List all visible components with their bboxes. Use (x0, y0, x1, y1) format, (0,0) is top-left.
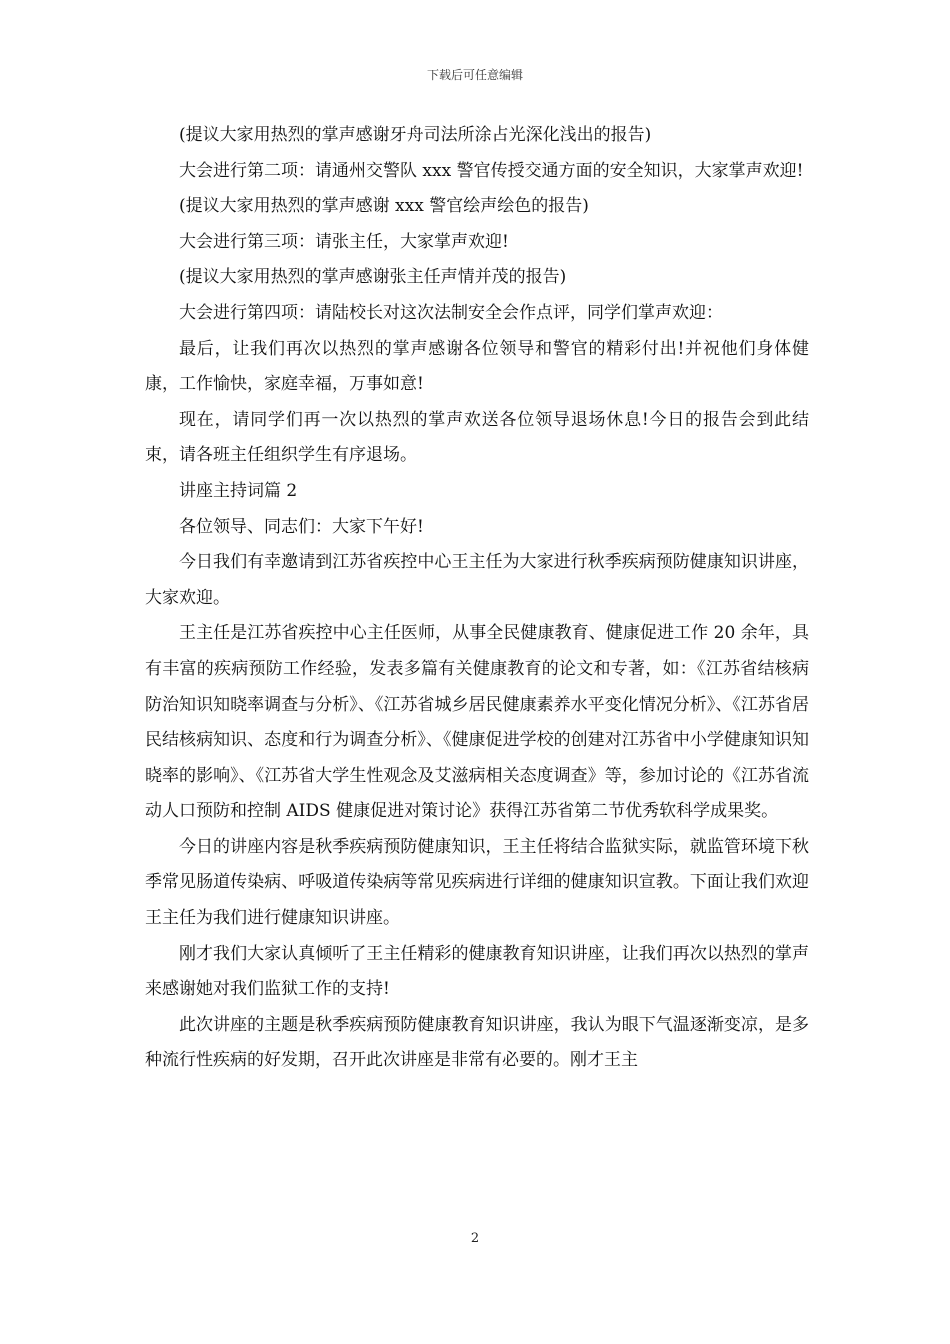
paragraph-8: 现在，请同学们再一次以热烈的掌声欢送各位领导退场休息!今日的报告会到此结束，请各班主任组织学生有序退场。 (145, 409, 809, 466)
section-heading: 讲座主持词篇 2 (179, 480, 298, 501)
page-header-note: 下载后可任意编辑 (426, 68, 523, 82)
paragraph-greeting: 各位领导、同志们：大家下午好! (179, 516, 424, 537)
paragraph-3: (提议大家用热烈的掌声感谢 xxx 警官绘声绘色的报告) (179, 196, 589, 217)
paragraph-7: 最后，让我们再次以热烈的掌声感谢各位领导和警官的精彩付出!并祝他们身体健康，工作愉快，家庭幸福，万事如意! (145, 338, 809, 395)
paragraph-6: 大会进行第四项：请陆校长对这次法制安全会作点评，同学们掌声欢迎： (179, 302, 723, 323)
page-number: 2 (470, 1231, 480, 1246)
paragraph-4: 大会进行第三项：请张主任，大家掌声欢迎! (179, 231, 509, 252)
document-body (145, 118, 809, 1079)
paragraph-1: (提议大家用热烈的掌声感谢牙舟司法所涂占光深化浅出的报告) (179, 125, 652, 145)
paragraph-5: (提议大家用热烈的掌声感谢张主任声情并茂的报告) (179, 267, 567, 288)
paragraph-14: 刚才我们大家认真倾听了王主任精彩的健康教育知识讲座，让我们再次以热烈的掌声来感谢她对我们监狱工作的支持! (145, 943, 809, 1000)
paragraph-12: 王主任是江苏省疾控中心主任医师，从事全民健康教育、健康促进工作 20 余年，具有丰富的疾病预防工作经验，发表多篇有关健康教育的论文和专著，如：《江苏省结核病防治知识知晓率调查与分析》、《江苏省城乡居民健康素养水平变化情况分析》、《江苏省居民结核病知识、态度和行为调查分析》、《健康促进学校的创建对江苏省中小学健康知识知晓率的影响》、《江苏省大学生性观念及艾滋病相关态度调查》等，参加讨论的《江苏省流动人口预防和控制 AIDS 健康促进对策讨论》获得江苏省第二节优秀软科学成果奖。 (145, 623, 809, 822)
paragraph-15: 此次讲座的主题是秋季疾病预防健康教育知识讲座，我认为眼下气温逐渐变凉，是多种流行性疾病的好发期，召开此次讲座是非常有必要的。刚才王主 (145, 1014, 809, 1071)
paragraph-11: 今日我们有幸邀请到江苏省疾控中心王主任为大家进行秋季疾病预防健康知识讲座，大家欢迎。 (145, 552, 809, 608)
paragraph-2: 大会进行第二项：请通州交警队 xxx 警官传授交通方面的安全知识，大家掌声欢迎! (179, 160, 804, 181)
paragraph-13: 今日的讲座内容是秋季疾病预防健康知识，王主任将结合监狱实际，就监管环境下秋季常见肠道传染病、呼吸道传染病等常见疾病进行详细的健康知识宣教。下面让我们欢迎王主任为我们进行健康知识讲座。 (145, 836, 809, 929)
